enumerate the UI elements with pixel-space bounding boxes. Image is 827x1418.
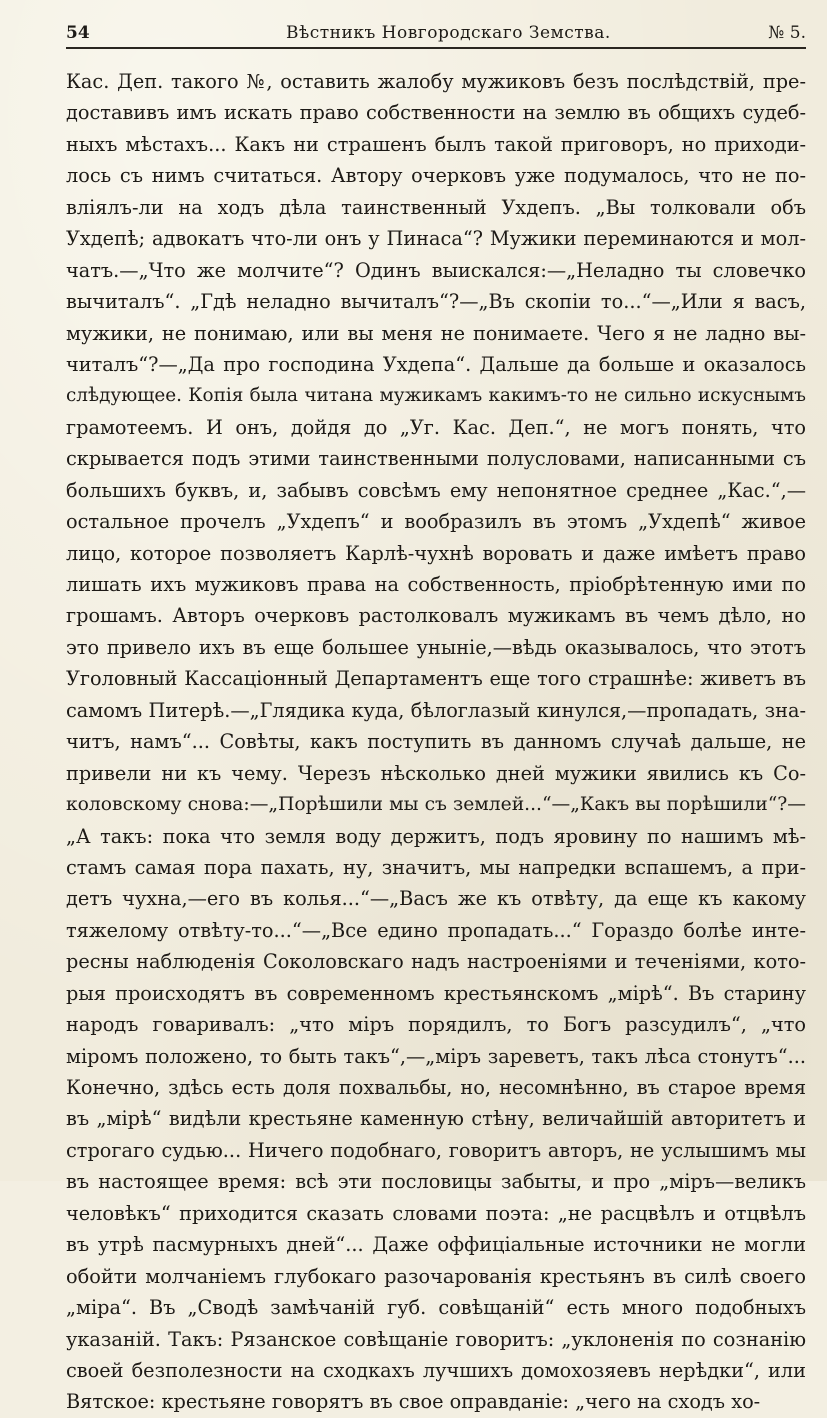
text-line: Ухдепѣ; адвокатъ что-ли онъ у Пинаса“? Мужики переминаются и мол-	[66, 227, 806, 251]
text-line: лишать ихъ мужиковъ права на собственность, пріобрѣтенную ими по	[66, 573, 806, 596]
text-line: вліялъ-ли на ходъ дѣла таинственный Ухдепъ. „Вы толковали объ	[66, 195, 806, 219]
text-line: остальное прочелъ „Ухдепъ“ и вообразилъ въ этомъ „Ухдепѣ“ живое	[66, 510, 806, 534]
text-line: Уголовный Кассаціонный Департаментъ еще того страшнѣе: живетъ въ	[66, 667, 806, 691]
text-line: доставивъ имъ искать право собственности на землю въ общихъ судеб-	[66, 101, 806, 125]
text-line: вычиталъ“. „Гдѣ неладно вычиталъ“?—„Въ скопіи то...“—„Или я васъ,	[66, 290, 806, 314]
header-rule	[66, 47, 806, 49]
text-line: Конечно, здѣсь есть доля похвальбы, но, несомнѣнно, въ старое время	[66, 1076, 806, 1099]
text-line: „А такъ: пока что земля воду держитъ, подъ яровину по нашимъ мѣ-	[66, 824, 806, 848]
text-line: Кас. Деп. такого №, оставить жалобу мужиковъ безъ послѣдствій, пре-	[66, 70, 806, 93]
running-title: Вѣстникъ Новгородскаго Земства.	[286, 23, 611, 43]
text-line: „міра“. Въ „Сводѣ замѣчаній губ. совѣщаній“ есть много подобныхъ	[66, 1296, 806, 1320]
text-line: своей безполезности на сходкахъ лучшихъ домохозяевъ нерѣдки“, или	[66, 1358, 806, 1382]
text-line: въ настоящее время: всѣ эти пословицы забыты, и про „міръ—великъ	[66, 1170, 806, 1194]
text-line: міромъ положено, то быть такъ“,—„міръ зареветъ, такъ лѣса стонутъ“...	[66, 1044, 806, 1068]
text-line: въ утрѣ пасмурныхъ дней“... Даже оффиціальные источники не могли	[66, 1233, 806, 1257]
body-text	[66, 66, 806, 1418]
text-line: указаній. Такъ: Рязанское совѣщаніе говоритъ: „уклоненія по сознанію	[66, 1327, 806, 1351]
text-line: детъ чухна,—его въ колья...“—„Васъ же къ отвѣту, да еще къ какому	[66, 887, 806, 911]
text-line: строгаго судью... Ничего подобнаго, говоритъ авторъ, не услышимъ мы	[66, 1138, 806, 1162]
text-line: обойти молчаніемъ глубокаго разочарованія крестьянъ въ силѣ своего	[66, 1264, 806, 1288]
text-line: ресны наблюденія Соколовскаго надъ настроеніями и теченіями, кото-	[66, 950, 806, 974]
text-line: стамъ самая пора пахать, ну, значитъ, мы напредки вспашемъ, а при-	[66, 855, 806, 879]
text-line: Вятское: крестьяне говорятъ въ свое оправданіе: „чего на сходъ хо-	[66, 1390, 761, 1414]
text-line: привели ни къ чему. Черезъ нѣсколько дней мужики явились къ Со-	[66, 761, 806, 785]
text-line: мужики, не понимаю, или вы меня не понимаете. Чего я не ладно вы-	[66, 321, 806, 345]
text-line: самомъ Питерѣ.—„Глядика куда, бѣлоглазый кинулся,—пропадать, зна-	[66, 698, 806, 722]
text-line: человѣкъ“ приходится сказать словами поэта: „не расцвѣлъ и отцвѣлъ	[66, 1201, 806, 1225]
text-line: коловскому снова:—„Порѣшили мы съ землей...“—„Какъ вы порѣшили“?—	[66, 794, 806, 816]
text-line: ныхъ мѣстахъ... Какъ ни страшенъ былъ такой приговоръ, но приходи-	[66, 132, 806, 156]
text-line: народъ говаривалъ: „что міръ порядилъ, то Богъ разсудилъ“, „что	[66, 1013, 806, 1037]
text-line: рыя происходятъ въ современномъ крестьянскомъ „мірѣ“. Въ старину	[66, 981, 806, 1005]
text-line: лицо, которое позволяетъ Карлѣ-чухнѣ воровать и даже имѣетъ право	[66, 541, 806, 565]
text-line: грошамъ. Авторъ очерковъ растолковалъ мужикамъ въ чемъ дѣло, но	[66, 604, 806, 628]
page-number: 54	[66, 23, 90, 43]
text-line: скрывается подъ этими таинственными полусловами, написанными съ	[66, 447, 806, 471]
text-line: читъ, намъ“... Совѣты, какъ поступить въ данномъ случаѣ дальше, не	[66, 730, 806, 754]
text-line: это привело ихъ въ еще большее уныніе,—вѣдь оказывалось, что этотъ	[66, 635, 806, 659]
text-line: въ „мірѣ“ видѣли крестьяне каменную стѣну, величайшій авторитетъ и	[66, 1107, 806, 1131]
text-line: большихъ буквъ, и, забывъ совсѣмъ ему непонятное среднее „Кас.“,—	[66, 478, 806, 502]
text-line: слѣдующее. Копія была читана мужикамъ какимъ-то не сильно искуснымъ	[66, 385, 806, 407]
text-line: чатъ.—„Что же молчите“? Одинъ выискался:—„Неладно ты словечко	[66, 258, 806, 282]
issue-number: № 5.	[768, 23, 806, 43]
text-line: тяжелому отвѣту-то...“—„Все едино пропадать...“ Гораздо болѣе инте-	[66, 918, 806, 942]
text-line: лось съ нимъ считаться. Автору очерковъ уже подумалось, что не по-	[66, 164, 806, 188]
text-line: грамотеемъ. И онъ, дойдя до „Уг. Кас. Деп.“, не могъ понять, что	[66, 415, 806, 439]
page-header	[66, 20, 806, 46]
text-line: читалъ“?—„Да про господина Ухдепа“. Дальше да больше и оказалось	[66, 352, 806, 376]
